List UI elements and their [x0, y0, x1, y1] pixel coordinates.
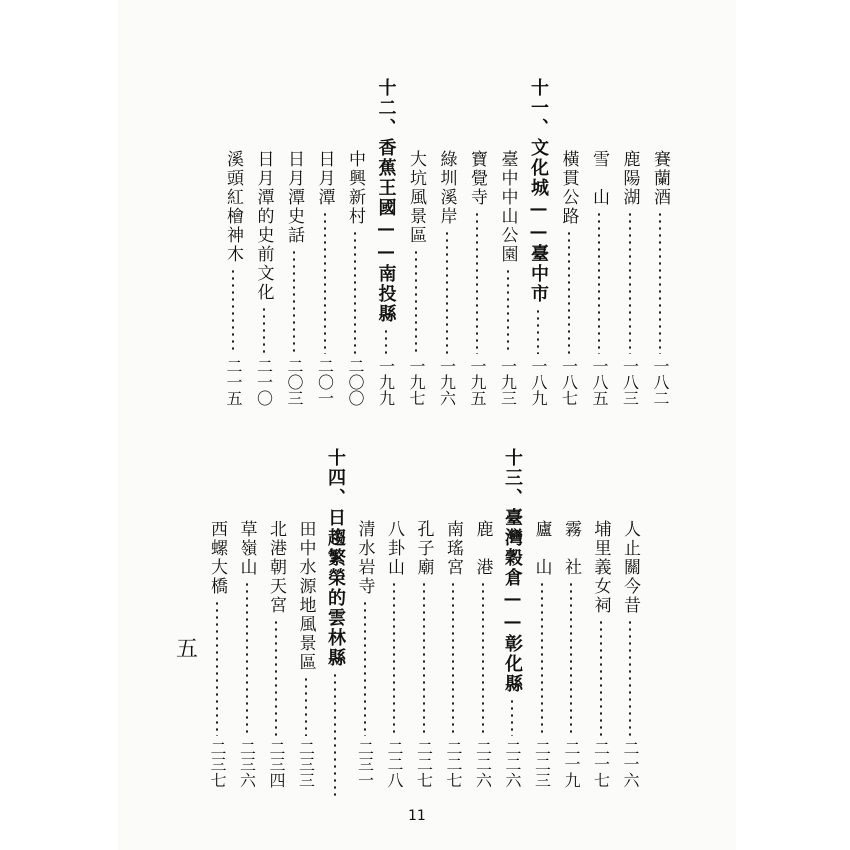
toc-entry-page: 二三七 — [208, 740, 227, 788]
toc-leader-dots — [659, 211, 661, 354]
toc-entry-page: 二二七 — [444, 740, 463, 788]
toc-entry-page: 二一〇 — [254, 358, 274, 406]
toc-entry-page: 二一五 — [224, 358, 243, 406]
toc-leader-dots — [482, 581, 484, 736]
toc-leader-dots — [393, 581, 395, 736]
toc-entry-page: 二二六 — [503, 740, 522, 788]
toc-entry-page: 一八五 — [590, 358, 609, 406]
toc-entry-page: 二二七 — [414, 740, 434, 788]
toc-entry-page: 一九七 — [407, 358, 426, 406]
toc-entry-title: 西螺大橋 — [207, 520, 227, 596]
toc-entry-title: 綠圳溪岸 — [436, 150, 457, 226]
toc-entry-title: 日月潭的史前文化 — [253, 150, 274, 302]
scan-page-number: 11 — [408, 808, 426, 824]
toc-leader-dots — [364, 600, 366, 736]
toc-entry-page: 一九五 — [468, 358, 487, 406]
toc-leader-dots — [446, 230, 448, 354]
toc-entry-page: 一八二 — [651, 358, 670, 406]
toc-leader-dots — [629, 211, 631, 354]
toc-entry-title: 賽蘭酒 — [650, 150, 670, 207]
toc-entry-page: 一八七 — [559, 358, 579, 406]
toc-entry-title: 中興新村 — [345, 150, 365, 226]
toc-entry-title: 溪頭紅檜神木 — [223, 150, 243, 264]
folio-number: 五 — [176, 637, 199, 662]
toc-leader-dots — [293, 249, 295, 354]
toc-leader-dots — [216, 600, 218, 736]
toc-leader-dots — [541, 581, 543, 736]
toc-entry-page: 一八九 — [529, 358, 548, 406]
toc-entry-title: 清水岩寺 — [354, 520, 375, 596]
toc-entry-page: 一九三 — [498, 358, 518, 406]
toc-leader-dots — [476, 211, 478, 354]
toc-entry-title: 人止關今昔 — [620, 520, 640, 615]
toc-leader-dots — [598, 211, 600, 354]
toc-leader-dots — [275, 619, 277, 736]
toc-entry-title: 孔子廟 — [413, 520, 434, 577]
toc-leader-dots — [511, 698, 513, 736]
toc-entry-title: 日月潭 — [314, 150, 335, 207]
toc-entry-page: 二一六 — [621, 740, 640, 788]
toc-leader-dots — [537, 308, 539, 354]
toc-entry-page: 二三三 — [296, 740, 316, 788]
toc-leader-dots — [452, 581, 454, 736]
toc-entry-title: 橫貫公路 — [558, 150, 579, 226]
toc-entry-title: 鹿 港 — [472, 520, 493, 577]
toc-entry-title: 雪 山 — [589, 150, 609, 207]
toc-leader-dots — [305, 676, 307, 736]
toc-leader-dots — [507, 268, 509, 354]
toc-chapter-heading: 十四、日趨繁榮的雲林縣 — [325, 448, 346, 668]
toc-entry-page: 二一七 — [591, 740, 611, 788]
toc-leader-dots — [324, 211, 326, 354]
toc-leader-dots — [600, 619, 602, 736]
toc-entry-title: 廬 山 — [531, 520, 552, 577]
toc-entry-page: 二〇三 — [285, 358, 304, 406]
toc-leader-dots — [415, 249, 417, 354]
toc-chapter-heading: 十三、臺灣穀倉——彰化縣 — [502, 448, 523, 694]
toc-chapter-heading: 十一、文化城——臺中市 — [528, 78, 549, 304]
toc-entry-title: 田中水源地風景區 — [295, 520, 316, 672]
toc-entry-title: 臺中中山公園 — [497, 150, 518, 264]
toc-entry-page: 二二三 — [532, 740, 552, 788]
toc-leader-dots — [568, 230, 570, 354]
toc-entry-title: 埔里義女祠 — [590, 520, 611, 615]
toc-entry-title: 八卦山 — [384, 520, 404, 577]
toc-leader-dots — [354, 230, 356, 354]
toc-leader-dots — [570, 581, 572, 736]
toc-leader-dots — [423, 581, 425, 736]
toc-entry-title: 南瑤宮 — [443, 520, 463, 577]
toc-entry-title: 草嶺山 — [236, 520, 257, 577]
toc-entry-page: 一八三 — [620, 358, 640, 406]
toc-entry-title: 北港朝天宮 — [266, 520, 286, 615]
toc-leader-dots — [263, 306, 265, 354]
toc-entry-title: 日月潭史話 — [284, 150, 304, 245]
toc-entry-page: 二一九 — [562, 740, 581, 788]
toc-entry-title: 鹿陽湖 — [619, 150, 640, 207]
toc-leader-dots — [246, 581, 248, 736]
toc-entry-page: 一九九 — [376, 358, 396, 406]
toc-entry-title: 霧 社 — [561, 520, 581, 577]
toc-entry-title: 寶覺寺 — [467, 150, 487, 207]
toc-entry-page: 二〇一 — [315, 358, 335, 406]
toc-entry-page: 二三四 — [267, 740, 286, 788]
toc-leader-dots — [334, 672, 336, 800]
toc-entry-page: 二〇〇 — [346, 358, 365, 406]
toc-leader-dots — [232, 268, 234, 354]
toc-leader-dots — [385, 328, 387, 354]
toc-entry-page: 二二八 — [385, 740, 404, 788]
toc-entry-page: 二三一 — [355, 740, 375, 788]
toc-entry-page: 二二六 — [473, 740, 493, 788]
toc-entry-page: 二三六 — [237, 740, 257, 788]
toc-chapter-heading: 十二、香蕉王國——南投縣 — [375, 78, 397, 324]
book-page — [118, 0, 736, 850]
toc-entry-page: 一九六 — [437, 358, 457, 406]
toc-entry-title: 大坑風景區 — [406, 150, 426, 245]
toc-leader-dots — [629, 619, 631, 736]
